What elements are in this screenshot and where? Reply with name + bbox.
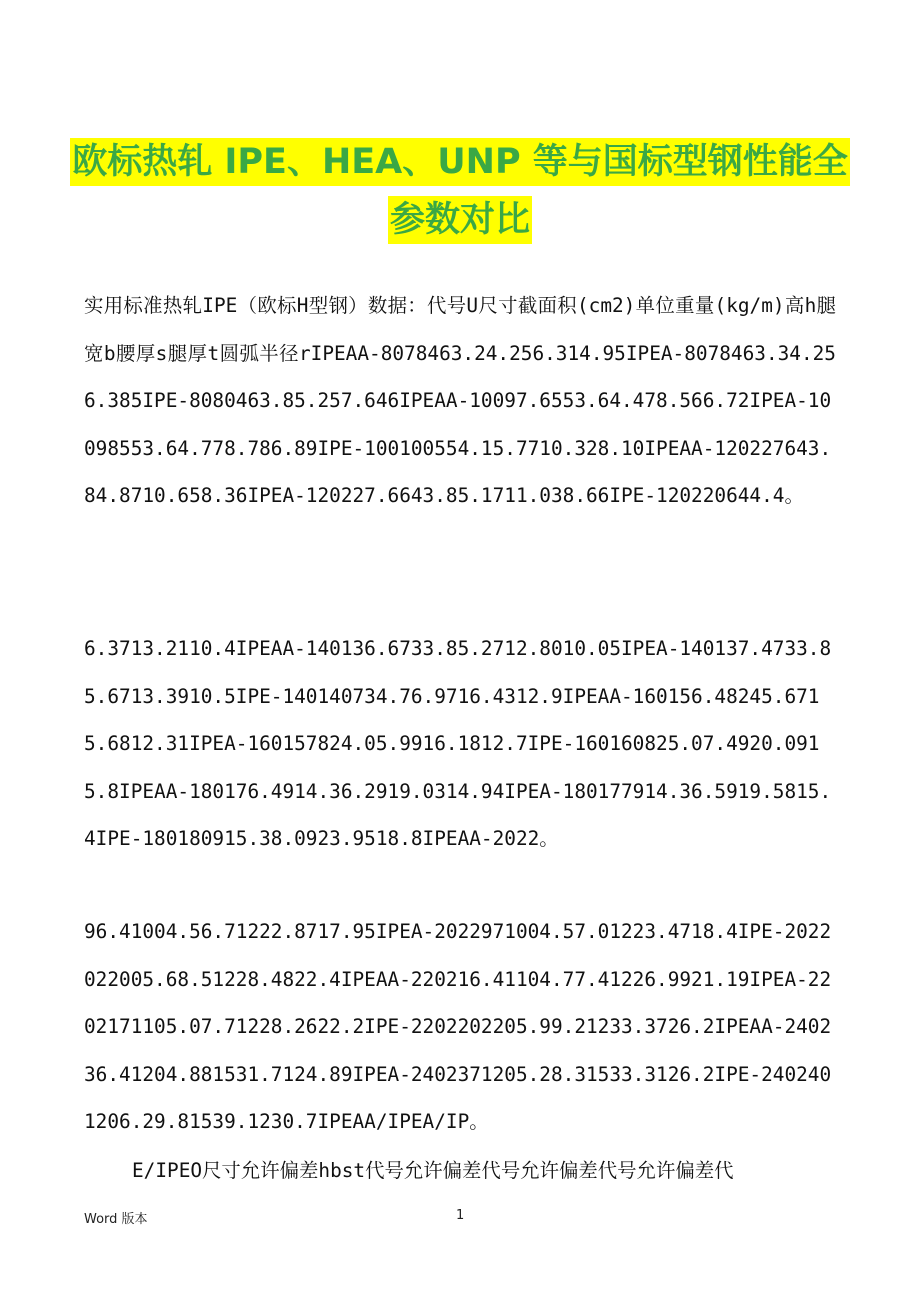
- footer-page-number: 1: [456, 1208, 465, 1223]
- body-paragraph-2: 6.3713.2110.4IPEAA-140136.6733.85.2712.8010.05IPEA-140137.4733.85.6713.3910.5IPE-140140734.76.9716.4312.9IPEAA-160156.48245.6715.6812.31IPEA-160157824.05.9916.1812.7IPE-160160825.07.4920.0915.8IPEAA-180176.4914.36.2919.0314.94IPEA-180177914.36.5919.5815.4IPE-180180915.38.0923.9518.8IPEAA-2022。: [84, 637, 832, 850]
- body-paragraph-4: E/IPEO尺寸允许偏差hbst代号允许偏差代号允许偏差代号允许偏差代: [132, 1159, 734, 1182]
- title-line-1: 欧标热轧 IPE、HEA、UNP 等与国标型钢性能全: [70, 138, 850, 186]
- footer-label: Word 版本: [84, 1212, 148, 1227]
- title-line-2: 参数对比: [388, 196, 532, 244]
- body-paragraph-1: 实用标准热轧IPE（欧标H型钢）数据：代号U尺寸截面积(cm2)单位重量(kg/m)高h腿宽b腰厚s腿厚t圆弧半径rIPEAA-8078463.24.256.314.95IPEA-8078463.34.256.385IPE-8080463.85.257.646IPEAA-10097.6553.64.478.566.72IPEA-10098553.64.778.786.89IPE-100100554.15.7710.328.10IPEAA-120227643.84.8710.658.36IPEA-120227.6643.85.1711.038.66IPE-120220644.4。: [84, 294, 836, 507]
- body-paragraph-3: 96.41004.56.71222.8717.95IPEA-2022971004.57.01223.4718.4IPE-2022022005.68.51228.4822.4IPEAA-220216.41104.77.41226.9921.19IPEA-2202171105.07.71228.2622.2IPE-2202202205.99.21233.3726.2IPEAA-240236.41204.881531.7124.89IPEA-2402371205.28.31533.3126.2IPE-2402401206.29.81539.1230.7IPEAA/IPEA/IP。: [84, 920, 832, 1133]
- document-title: [60, 138, 860, 254]
